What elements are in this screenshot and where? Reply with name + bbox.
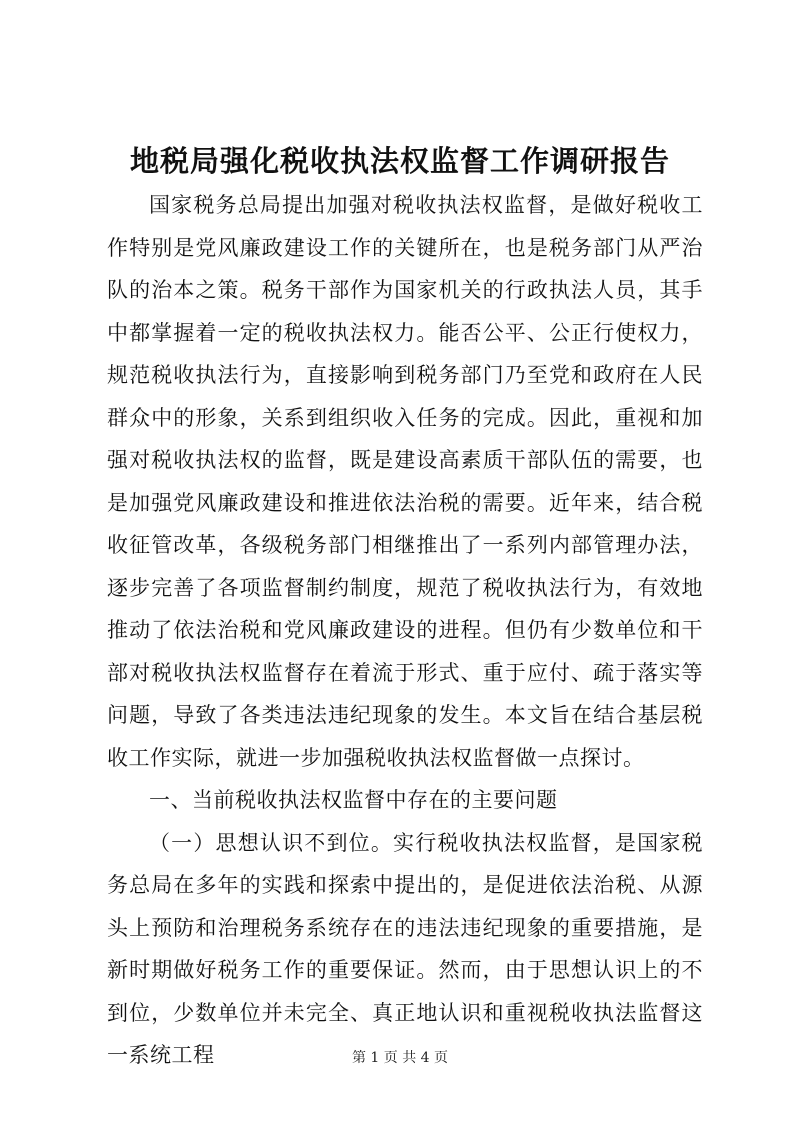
document-body [107,184,703,1077]
paragraph-section-1: （一）思想认识不到位。实行税收执法权监督，是国家税务总局在多年的实践和探索中提出的，是促进依法治税、从源头上预防和治理税务系统存在的违法违纪现象的重要措施，是新时期做好税务工作的重要保证。然而，由于思想认识上的不到位，少数单位并未完全、真正地认识和重视税收执法监督这一系统工程 [107,830,703,1067]
page-number-footer: 第 1 页 共 4 页 [351,1050,449,1066]
document-title: 地税局强化税收执法权监督工作调研报告 [129,144,670,178]
paragraph-intro: 国家税务总局提出加强对税收执法权监督，是做好税收工作特别是党风廉政建设工作的关键所在，也是税务部门从严治队的治本之策。税务干部作为国家机关的行政执法人员，其手中都掌握着一定的税收执法权力。能否公平、公正行使权力，规范税收执法行为，直接影响到税务部门乃至党和政府在人民群众中的形象，关系到组织收入任务的完成。因此，重视和加强对税收执法权的监督，既是建设高素质干部队伍的需要，也是加强党风廉政建设和推进依法治税的需要。近年来，结合税收征管改革，各级税务部门相继推出了一系列内部管理办法，逐步完善了各项监督制约制度，规范了税收执法行为，有效地推动了依法治税和党风廉政建设的进程。但仍有少数单位和干部对税收执法权监督存在着流于形式、重于应付、疏于落实等问题，导致了各类违法违纪现象的发生。本文旨在结合基层税收工作实际，就进一步加强税收执法权监督做一点探讨。 [107,193,703,770]
section-heading: 一、当前税收执法权监督中存在的主要问题 [149,788,558,812]
